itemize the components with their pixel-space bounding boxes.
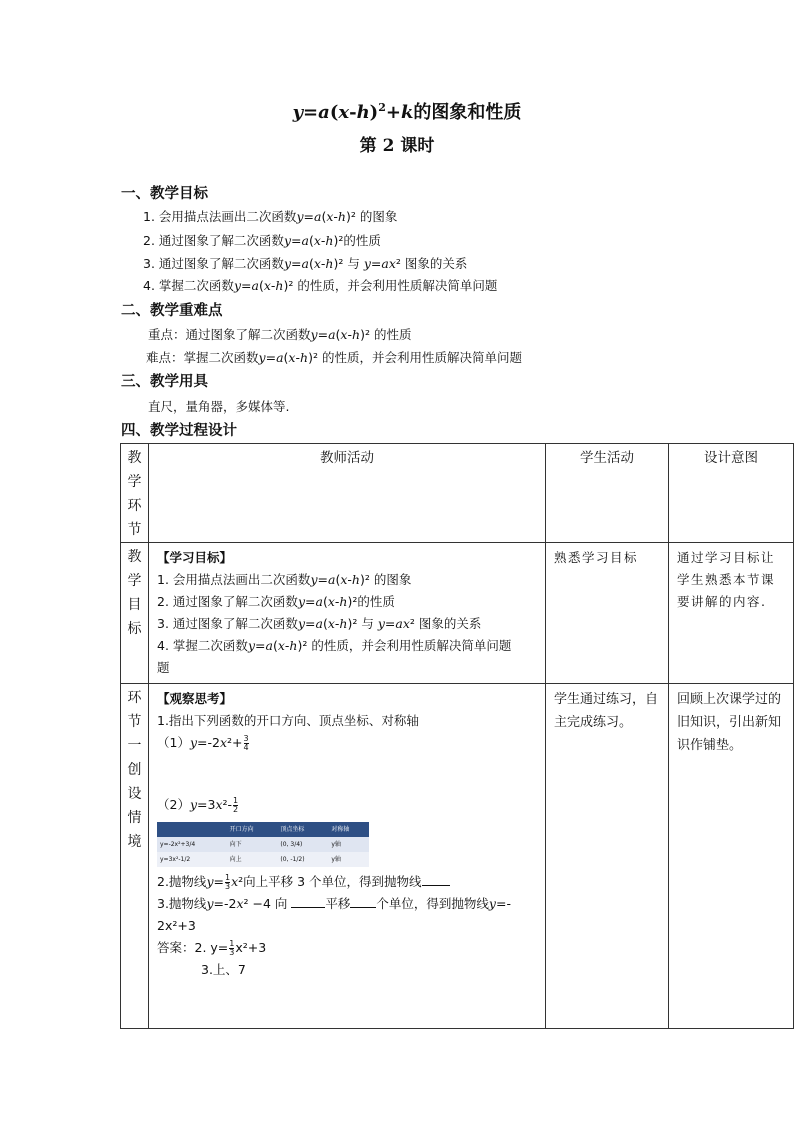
question-1b: （2）y=3x²- $\frac{1}{2}$ xyxy=(157,796,239,814)
question-1a: （1）y=-2x²+ $\frac{3}{4}$ xyxy=(157,734,249,752)
intent-scenario: 回顾上次课学过的旧知识，引出新知识作铺垫。 xyxy=(669,684,794,1029)
title-suffix: 的图象和性质 xyxy=(413,102,522,123)
section-heading-tools: 三、教学用具 xyxy=(121,374,208,390)
section-heading-objectives: 一、教学目标 xyxy=(121,186,208,202)
answer-2: 答案：2. y= $\frac{1}{3}$ x²+3 xyxy=(157,939,267,957)
stage-objectives: 教学目标 xyxy=(121,543,149,684)
question-3: 3.抛物线y=-2x² −4 向 平移 个单位，得到抛物线y=- 2x²+3 xyxy=(157,896,511,933)
mini-table-row: y=-2x²+3/4 向下 (0, 3/4) y轴 xyxy=(157,837,369,852)
objective-2: 2. 通过图象了解二次函数y=a(x-h)²的性质 xyxy=(143,233,381,248)
student-scenario: 学生通过练习，自主完成练习。 xyxy=(546,684,669,1029)
question-1: 1.指出下列函数的开口方向、顶点坐标、对称轴 xyxy=(157,713,419,728)
objective-3: 3. 通过图象了解二次函数y=a(x-h)² 与 y=ax² 图象的关系 xyxy=(143,256,468,271)
row-objective-4: 4. 掌握二次函数y=a(x-h)² 的性质，并会利用性质解决简单问题 题 xyxy=(157,638,512,675)
row-objective-1: 1. 会用描点法画出二次函数y=a(x-h)² 的图象 xyxy=(157,572,412,587)
question-2: 2.抛物线y= $\frac{1}{3}$ x²向上平移 3 个单位，得到抛物线 xyxy=(157,871,539,893)
difficult-point: 难点：掌握二次函数y=a(x-h)² 的性质，并会利用性质解决简单问题 xyxy=(146,350,522,365)
key-point: 重点：通过图象了解二次函数y=a(x-h)² 的性质 xyxy=(148,327,412,342)
document-title: $y=a(x-h)^2+k$的图象和性质 xyxy=(292,101,522,123)
mini-table-row: y=3x²-1/2 向上 (0, -1/2) y轴 xyxy=(157,852,369,867)
student-objectives: 熟悉学习目标 xyxy=(546,543,669,684)
section-heading-process: 四、教学过程设计 xyxy=(121,423,237,439)
mini-table-header: 开口方向 顶点坐标 对称轴 xyxy=(157,822,369,837)
row-objective-3: 3. 通过图象了解二次函数y=a(x-h)² 与 y=ax² 图象的关系 xyxy=(157,616,482,631)
objective-4: 4. 掌握二次函数y=a(x-h)² 的性质，并会利用性质解决简单问题 xyxy=(143,278,498,293)
lesson-subtitle: 第 2 课时 xyxy=(359,136,435,156)
table-header-row xyxy=(121,444,794,543)
answer-3: 3.上、7 xyxy=(201,962,246,977)
header-stage: 教学环节 xyxy=(121,444,149,543)
objective-1: 1. 会用描点法画出二次函数y=a(x-h)² 的图象 xyxy=(143,209,398,224)
header-design-intent: 设计意图 xyxy=(669,444,794,543)
answer-mini-table xyxy=(157,822,369,867)
header-teacher-activity: 教师活动 xyxy=(149,444,546,543)
row-objective-2: 2. 通过图象了解二次函数y=a(x-h)²的性质 xyxy=(157,594,395,609)
stage-scenario: 环节一创设情境 xyxy=(121,684,149,1029)
section-heading-keypoints: 二、教学重难点 xyxy=(121,303,223,319)
intent-objectives: 通过学习目标让学生熟悉本节课要讲解的内容. xyxy=(669,543,794,684)
tools-text: 直尺，量角器，多媒体等. xyxy=(148,399,290,414)
teacher-objectives: 【学习目标】 1. 会用描点法画出二次函数y=a(x-h)² 的图象 2. 通过图象了解二次函数y=a(x-h)²的性质 3. 通过图象了解二次函数y=a(x-h)² 与 y=ax² 图象的关系 4. 掌握二次函数y=a(x-h)² 的性质，并会利用性质解决简单问题 题 xyxy=(149,543,546,684)
table-row-scenario xyxy=(121,684,794,1029)
teacher-scenario: 【观察思考】 1.指出下列函数的开口方向、顶点坐标、对称轴 （1）y=-2x²+ $\frac{3}{4}$ （2）y=3x²- $\frac{1}{2}$ 开口方向 顶点坐标 对称轴 y=-2x²+3/4 向下 (0, 3/4) y轴 y=3x²-1/2 向上 (0, -1/2) y轴 2.抛物线y= $\frac{1}{3}$ x²向上平移 3 个单位，得到抛物线 3.抛物线y=-2x² −4 向 平移 个单位，得到抛物线y=- 2x²+3 答案：2. y= $\frac{1}{3}$ x²+3 3.上、7 xyxy=(149,684,546,1029)
table-row-objectives xyxy=(121,543,794,684)
header-student-activity: 学生活动 xyxy=(546,444,669,543)
lesson-process-table xyxy=(120,443,794,1029)
